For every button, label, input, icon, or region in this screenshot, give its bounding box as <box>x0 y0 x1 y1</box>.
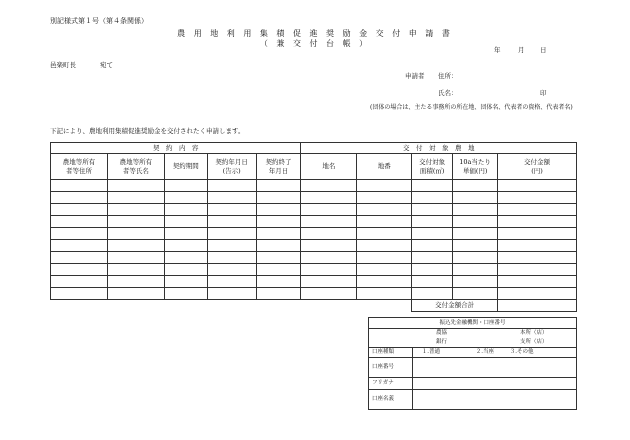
table-cell[interactable] <box>301 240 357 252</box>
farmland-group-header: 交 付 対 象 農 地 <box>301 143 577 154</box>
addressee-honorific: 宛て <box>100 61 113 69</box>
table-cell[interactable] <box>256 180 301 192</box>
table-cell[interactable] <box>453 216 498 228</box>
table-cell[interactable] <box>207 228 256 240</box>
table-cell[interactable] <box>207 180 256 192</box>
table-row <box>51 264 577 276</box>
table-cell[interactable] <box>412 180 453 192</box>
table-cell[interactable] <box>498 264 577 276</box>
seal-mark: 印 <box>540 89 547 97</box>
table-cell[interactable] <box>301 216 357 228</box>
table-cell[interactable] <box>164 216 207 228</box>
agency-type: 農協 <box>436 330 448 336</box>
table-cell[interactable] <box>207 288 256 300</box>
table-cell[interactable] <box>51 180 108 192</box>
applicant-label: 申請者 <box>405 72 425 80</box>
table-cell[interactable] <box>301 252 357 264</box>
bank-type: 銀行 <box>436 339 448 345</box>
table-cell[interactable] <box>412 216 453 228</box>
applicant-address-label: 住所： <box>438 72 458 80</box>
table-cell[interactable] <box>164 288 207 300</box>
table-cell[interactable] <box>207 204 256 216</box>
table-cell[interactable] <box>498 192 577 204</box>
col-contract-date: 契約年月日 (告示) <box>207 154 256 180</box>
table-cell[interactable] <box>412 228 453 240</box>
table-cell[interactable] <box>51 276 108 288</box>
table-cell[interactable] <box>357 204 412 216</box>
table-cell[interactable] <box>412 240 453 252</box>
account-type-option[interactable]: １.普通 <box>421 349 441 355</box>
table-cell[interactable] <box>453 264 498 276</box>
table-cell[interactable] <box>207 264 256 276</box>
table-cell[interactable] <box>256 240 301 252</box>
table-cell[interactable] <box>256 288 301 300</box>
table-cell[interactable] <box>301 288 357 300</box>
table-cell[interactable] <box>357 180 412 192</box>
table-cell[interactable] <box>357 288 412 300</box>
date-year-label: 年 <box>494 46 501 54</box>
table-cell[interactable] <box>453 252 498 264</box>
table-cell[interactable] <box>164 240 207 252</box>
table-row <box>51 252 577 264</box>
table-cell[interactable] <box>164 276 207 288</box>
table-cell[interactable] <box>357 216 412 228</box>
table-cell[interactable] <box>51 252 108 264</box>
table-cell[interactable] <box>256 216 301 228</box>
bank-institution-cell[interactable] <box>369 329 577 348</box>
table-cell[interactable] <box>51 192 108 204</box>
table-cell[interactable] <box>301 276 357 288</box>
addressee-mayor: 邑楽町長 <box>50 61 76 69</box>
table-cell[interactable] <box>357 252 412 264</box>
col-owner-name: 農地等所有 者等氏名 <box>107 154 164 180</box>
table-cell[interactable] <box>256 264 301 276</box>
table-cell[interactable] <box>107 204 164 216</box>
table-cell[interactable] <box>357 192 412 204</box>
table-cell[interactable] <box>453 276 498 288</box>
table-cell[interactable] <box>453 204 498 216</box>
table-cell[interactable] <box>107 240 164 252</box>
branch: 支所（店） <box>520 339 548 345</box>
table-cell[interactable] <box>301 192 357 204</box>
furigana-label: フリガナ <box>369 378 413 390</box>
table-cell[interactable] <box>498 204 577 216</box>
intro-text: 下記により、農地利用集積促進奨励金を交付されたく申請します。 <box>50 127 245 135</box>
table-cell[interactable] <box>107 216 164 228</box>
table-cell[interactable] <box>412 192 453 204</box>
table-cell[interactable] <box>207 252 256 264</box>
table-cell[interactable] <box>256 192 301 204</box>
table-cell[interactable] <box>498 288 577 300</box>
table-row <box>51 240 577 252</box>
table-cell[interactable] <box>498 216 577 228</box>
table-cell[interactable] <box>256 252 301 264</box>
col-contract-end: 契約終了 年月日 <box>256 154 301 180</box>
form-number: 別記様式第１号（第４条関係） <box>50 17 148 25</box>
table-cell[interactable] <box>498 252 577 264</box>
table-cell[interactable] <box>51 264 108 276</box>
account-type-option[interactable]: ２.当座 <box>475 349 495 355</box>
document-title: 農 用 地 利 用 集 積 促 進 奨 励 金 交 付 申 請 書 <box>177 29 453 38</box>
table-cell[interactable] <box>51 288 108 300</box>
col-area: 交付対象 面積(㎡) <box>412 154 453 180</box>
main-branch: 本所（店） <box>520 330 548 336</box>
table-cell[interactable] <box>51 204 108 216</box>
account-number-label: 口座番号 <box>369 358 413 378</box>
col-lot-number: 地番 <box>357 154 412 180</box>
table-cell[interactable] <box>164 204 207 216</box>
table-row <box>51 288 577 300</box>
account-type-options[interactable] <box>412 348 576 358</box>
table-cell[interactable] <box>412 276 453 288</box>
table-cell[interactable] <box>164 180 207 192</box>
table-row <box>51 216 577 228</box>
col-owner-address: 農地等所有 者等住所 <box>51 154 108 180</box>
date-month-label: 月 <box>518 46 525 54</box>
applicant-name-label: 氏名： <box>438 89 458 97</box>
table-cell[interactable] <box>51 240 108 252</box>
table-cell[interactable] <box>51 216 108 228</box>
table-cell[interactable] <box>301 204 357 216</box>
table-cell[interactable] <box>107 288 164 300</box>
col-amount: 交付金額 (円) <box>498 154 577 180</box>
table-cell[interactable] <box>412 252 453 264</box>
table-cell[interactable] <box>498 180 577 192</box>
table-cell[interactable] <box>357 228 412 240</box>
table-row <box>51 204 577 216</box>
col-contract-period: 契約期間 <box>164 154 207 180</box>
table-cell[interactable] <box>207 240 256 252</box>
account-name-field[interactable] <box>412 390 576 410</box>
applicant-note: (団体の場合は、主たる事務所の所在地、団体名、代表者の資格、代表者名) <box>370 104 573 111</box>
total-amount-cell[interactable] <box>498 300 577 312</box>
account-type-label: 口座種類 <box>369 348 413 358</box>
table-cell[interactable] <box>412 288 453 300</box>
table-cell[interactable] <box>453 240 498 252</box>
total-label: 交付金額合計 <box>412 300 498 312</box>
table-cell[interactable] <box>107 252 164 264</box>
table-row <box>51 276 577 288</box>
furigana-field[interactable] <box>412 378 576 390</box>
table-cell[interactable] <box>301 264 357 276</box>
table-cell[interactable] <box>256 228 301 240</box>
col-unit-price: 10a当たり 単価(円) <box>453 154 498 180</box>
table-cell[interactable] <box>107 228 164 240</box>
table-cell[interactable] <box>164 192 207 204</box>
table-cell[interactable] <box>453 192 498 204</box>
table-cell[interactable] <box>453 288 498 300</box>
table-cell[interactable] <box>412 204 453 216</box>
table-cell[interactable] <box>207 276 256 288</box>
table-cell[interactable] <box>301 228 357 240</box>
table-cell[interactable] <box>164 264 207 276</box>
contract-group-header: 契 約 内 容 <box>51 143 301 154</box>
table-cell[interactable] <box>207 216 256 228</box>
document-subtitle: （ 兼 交 付 台 帳 ） <box>259 39 371 48</box>
account-name-label: 口座名義 <box>369 390 413 410</box>
bank-table <box>368 317 577 410</box>
table-cell[interactable] <box>301 180 357 192</box>
table-row <box>51 180 577 192</box>
table-cell[interactable] <box>107 180 164 192</box>
table-cell[interactable] <box>207 192 256 204</box>
table-cell[interactable] <box>453 228 498 240</box>
date-day-label: 日 <box>540 46 547 54</box>
table-cell[interactable] <box>357 240 412 252</box>
table-cell[interactable] <box>498 240 577 252</box>
bank-header: 振込先金融機関・口座番号 <box>369 318 577 329</box>
table-cell[interactable] <box>256 204 301 216</box>
table-cell[interactable] <box>498 228 577 240</box>
account-number-field[interactable] <box>412 358 576 378</box>
table-cell[interactable] <box>164 228 207 240</box>
account-type-option[interactable]: ３.その他 <box>509 349 534 355</box>
table-cell[interactable] <box>498 276 577 288</box>
farmland-table <box>50 142 577 312</box>
table-row <box>51 228 577 240</box>
table-cell[interactable] <box>107 264 164 276</box>
table-cell[interactable] <box>107 192 164 204</box>
table-cell[interactable] <box>51 228 108 240</box>
table-cell[interactable] <box>107 276 164 288</box>
table-cell[interactable] <box>412 264 453 276</box>
table-cell[interactable] <box>164 252 207 264</box>
table-row <box>51 192 577 204</box>
table-cell[interactable] <box>256 276 301 288</box>
table-cell[interactable] <box>453 180 498 192</box>
table-cell[interactable] <box>357 276 412 288</box>
col-land-name: 地名 <box>301 154 357 180</box>
table-cell[interactable] <box>357 264 412 276</box>
